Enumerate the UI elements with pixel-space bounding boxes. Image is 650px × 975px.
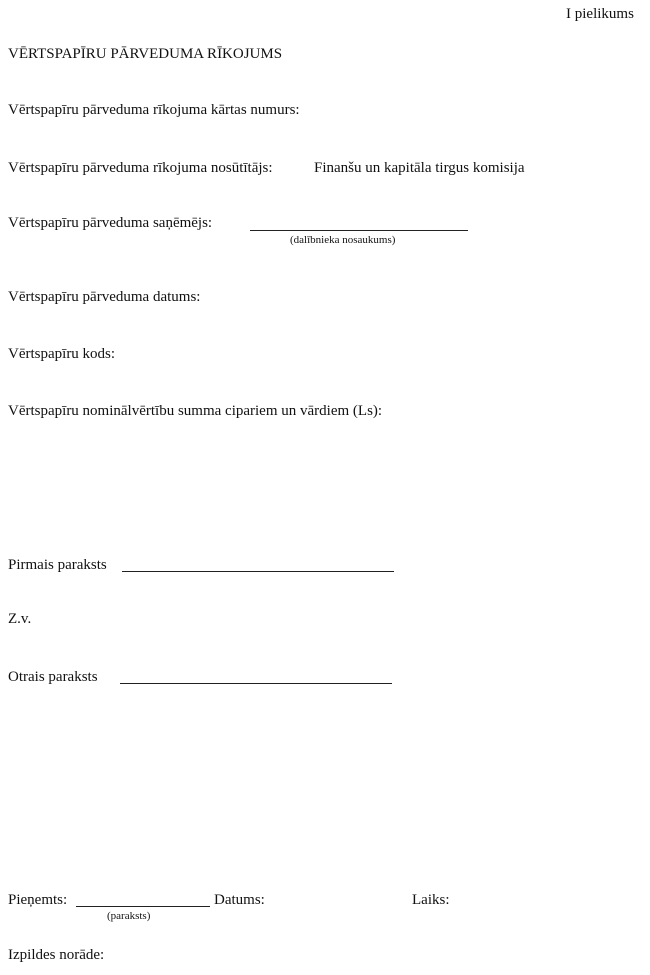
stamp-label: Z.v. xyxy=(8,611,32,627)
nominal-sum-label: Vērtspapīru nominālvērtību summa cipariem un vārdiem (Ls): xyxy=(8,403,383,419)
sender-value: Finanšu un kapitāla tirgus komisija xyxy=(314,160,525,176)
transfer-date-label: Vērtspapīru pārveduma datums: xyxy=(8,289,201,305)
first-signature-line xyxy=(122,571,394,572)
annex-label: I pielikums xyxy=(566,6,634,22)
second-signature-label: Otrais paraksts xyxy=(8,669,98,685)
recipient-caption: (dalībnieka nosaukums) xyxy=(290,234,396,246)
first-signature-label: Pirmais paraksts xyxy=(8,557,107,573)
document-title: VĒRTSPAPĪRU PĀRVEDUMA RĪKOJUMS xyxy=(8,46,283,62)
order-number-label: Vērtspapīru pārveduma rīkojuma kārtas numurs: xyxy=(8,102,300,118)
recipient-line xyxy=(250,230,468,231)
accepted-label: Pieņemts: xyxy=(8,892,68,908)
second-signature-line xyxy=(120,683,392,684)
recipient-label: Vērtspapīru pārveduma saņēmējs: xyxy=(8,215,213,231)
execution-note-label: Izpildes norāde: xyxy=(8,947,105,963)
acceptance-time-label: Laiks: xyxy=(412,892,450,908)
acceptance-date-label: Datums: xyxy=(214,892,265,908)
accepted-signature-line xyxy=(76,906,210,907)
sender-label: Vērtspapīru pārveduma rīkojuma nosūtītājs: xyxy=(8,160,273,176)
accepted-signature-caption: (paraksts) xyxy=(107,910,151,922)
securities-code-label: Vērtspapīru kods: xyxy=(8,346,116,362)
